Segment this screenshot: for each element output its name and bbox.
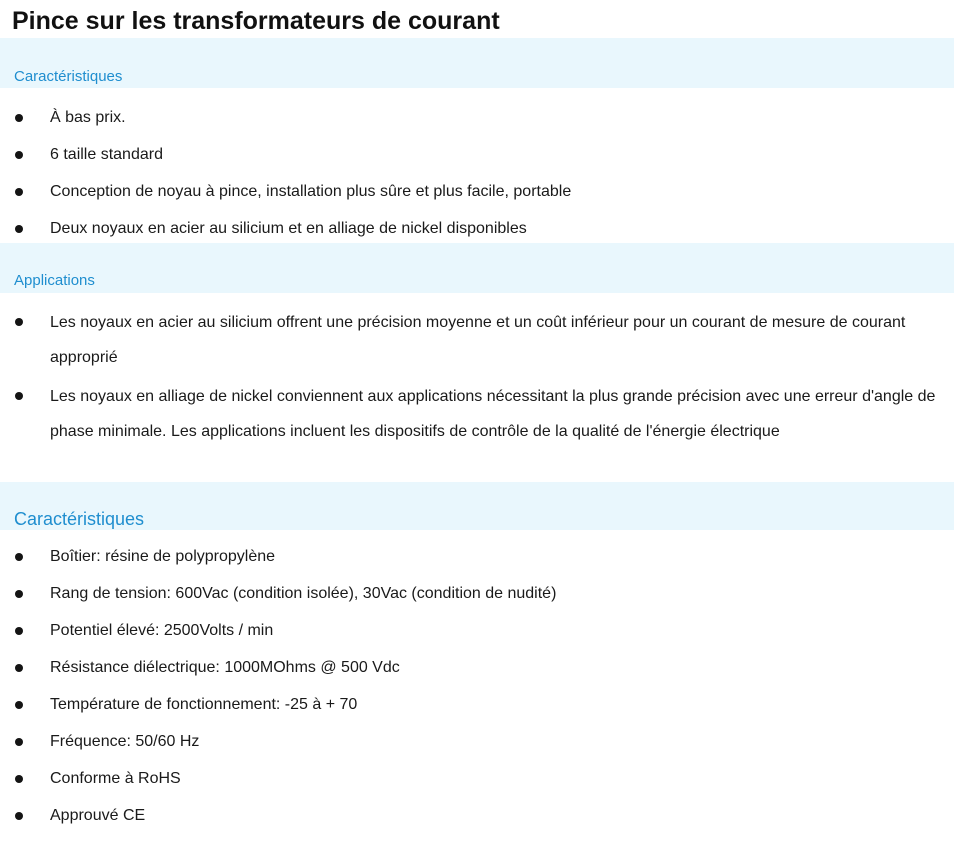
section-band-features — [0, 38, 954, 88]
list-item: Potentiel élevé: 2500Volts / min — [0, 614, 950, 651]
list-item: Deux noyaux en acier au silicium et en alliage de nickel disponibles — [0, 213, 950, 250]
bullet-icon — [15, 738, 23, 746]
section-heading-applications: Applications — [14, 272, 95, 289]
list-item: Rang de tension: 600Vac (condition isolée), 30Vac (condition de nudité) — [0, 577, 950, 614]
list-item: Conforme à RoHS — [0, 762, 950, 799]
bullet-icon — [15, 318, 23, 326]
list-item: Résistance diélectrique: 1000MOhms @ 500 Vdc — [0, 651, 950, 688]
list-item: 6 taille standard — [0, 139, 950, 176]
bullet-icon — [15, 151, 23, 159]
list-item: Température de fonctionnement: -25 à + 70 — [0, 688, 950, 725]
features-list — [0, 102, 950, 250]
bullet-icon — [15, 664, 23, 672]
list-item: Conception de noyau à pince, installation plus sûre et plus facile, portable — [0, 176, 950, 213]
bullet-icon — [15, 225, 23, 233]
section-band-applications — [0, 243, 954, 293]
bullet-icon — [15, 701, 23, 709]
bullet-icon — [15, 392, 23, 400]
bullet-icon — [15, 114, 23, 122]
list-item: Approuvé CE — [0, 799, 950, 836]
bullet-icon — [15, 775, 23, 783]
bullet-icon — [15, 553, 23, 561]
section-heading-features: Caractéristiques — [14, 68, 123, 85]
applications-list — [0, 305, 950, 489]
bullet-icon — [15, 812, 23, 820]
list-item: Boîtier: résine de polypropylène — [0, 540, 950, 577]
list-item: Les noyaux en alliage de nickel conviennent aux applications nécessitant la plus grande précision avec une erreur d'angle de phase minimale. Les applications incluent les dispositifs de contrôle de la qualité de l'énergie électrique — [0, 379, 950, 489]
list-item: Fréquence: 50/60 Hz — [0, 725, 950, 762]
specifications-list — [0, 540, 950, 836]
bullet-icon — [15, 627, 23, 635]
list-item: Les noyaux en acier au silicium offrent une précision moyenne et un coût inférieur pour un courant de mesure de courant approprié — [0, 305, 950, 379]
section-heading-specifications: Caractéristiques — [14, 509, 145, 529]
bullet-icon — [15, 590, 23, 598]
page-title: Pince sur les transformateurs de courant — [12, 7, 500, 35]
bullet-icon — [15, 188, 23, 196]
list-item: À bas prix. — [0, 102, 950, 139]
